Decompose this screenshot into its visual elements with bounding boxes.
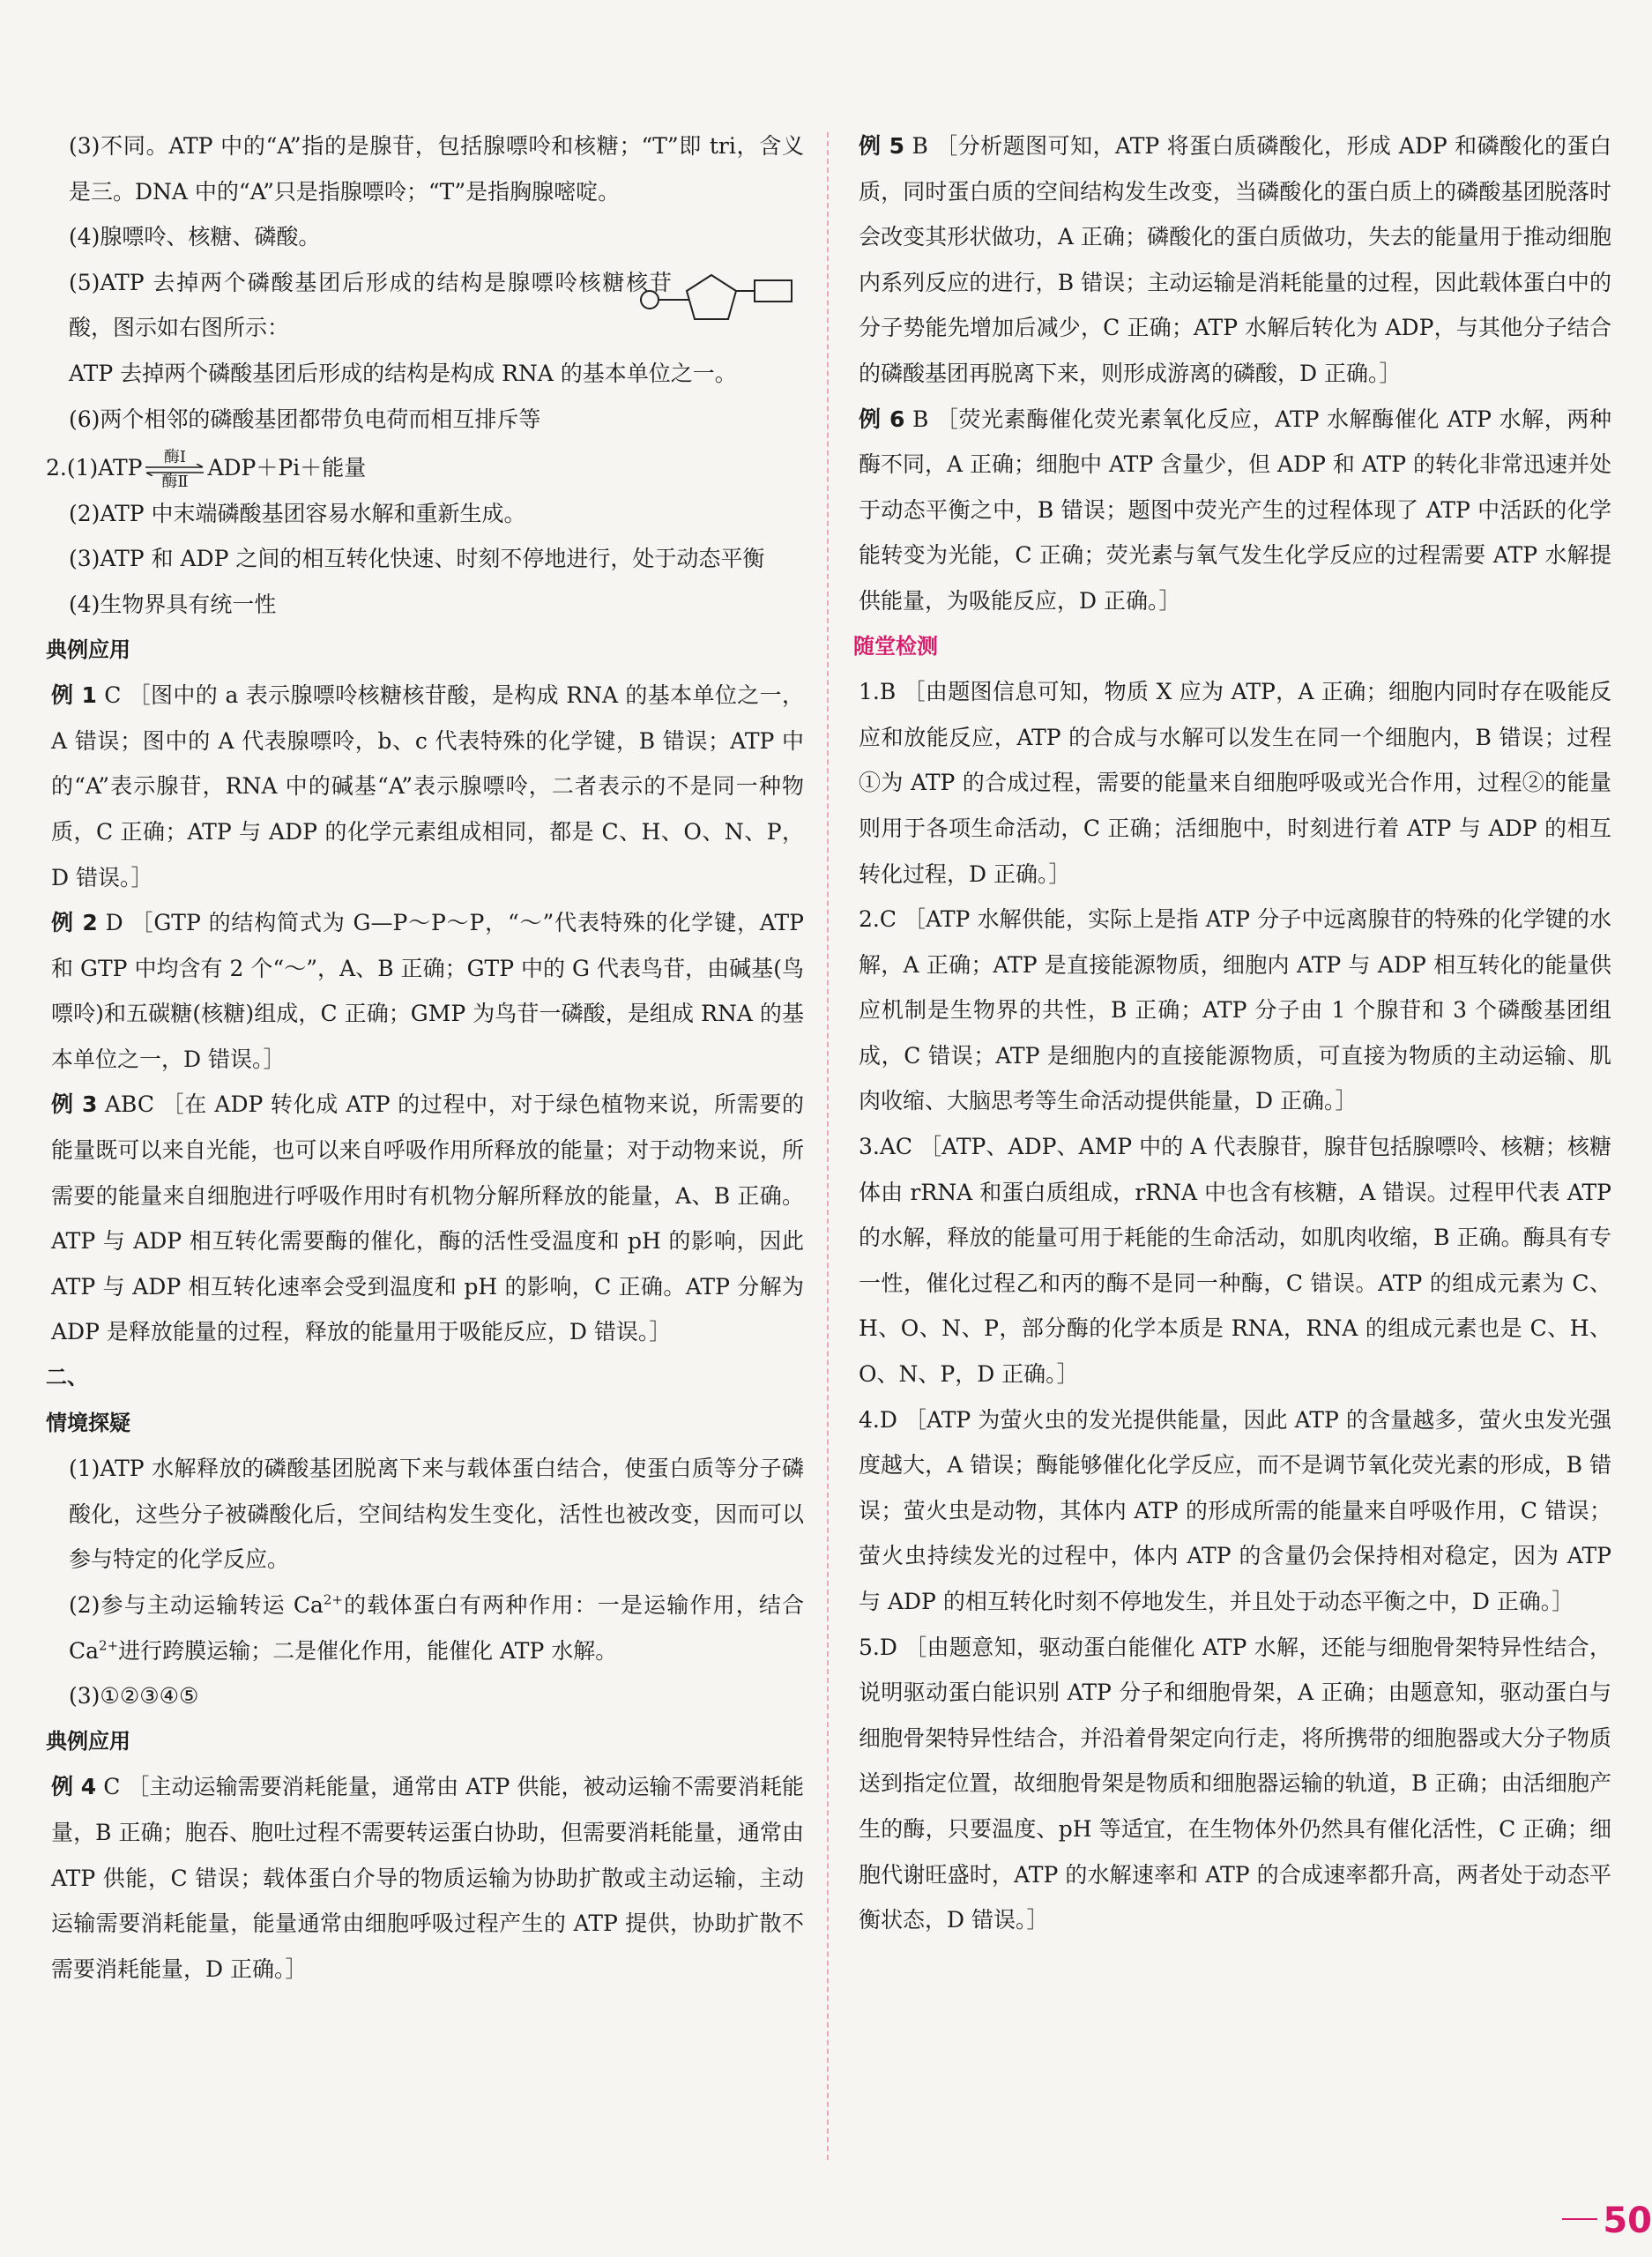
base-rectangle bbox=[755, 280, 792, 302]
answer-part-6: (6)两个相邻的磷酸基团都带负电荷而相互排斥等 bbox=[69, 406, 541, 432]
section-number-2: 二、 bbox=[46, 1365, 88, 1390]
example-3-label: 例 3 bbox=[51, 1091, 98, 1118]
check-answer-4: 4.D ［ATP 为萤火虫的发光提供能量，因此 ATP 的含量越多，萤火虫发光强度越大，A 错误；酶能够催化化学反应，而不是调节氧化荧光素的形成，B 错误；萤火虫是动物，其体内 ATP 的形成所需的能量来自呼吸作用，C 错误；萤火虫持续发光的过程中，体内 ATP 的含量仍会保持相对稳定，因为 ATP 与 ADP 的相互转化时刻不停地发生，并且处于动态平衡之中，D 正确。］ bbox=[859, 1406, 1611, 1614]
page-number-dash bbox=[1562, 2218, 1597, 2220]
example-2-text: D ［GTP 的结构简式为 G—P～P～P，“～”代表特殊的化学键，ATP 和 GTP 中均含有 2 个“～”，A、B 正确；GTP 中的 G 代表鸟苷，由碱基(鸟嘌呤)和五碳糖(核糖)组成，C 正确；GMP 为鸟苷一磷酸，是组成 RNA 的基本单位之一，D 错误。］ bbox=[51, 910, 804, 1072]
answer-part-5-note: ATP 去掉两个磷酸基团后形成的结构是构成 RNA 的基本单位之一。 bbox=[69, 360, 737, 386]
phosphate-circle bbox=[641, 291, 659, 309]
equation-lead: 2.(1)ATP bbox=[46, 455, 143, 481]
ribose-pentagon bbox=[687, 275, 736, 319]
answer-2-part-4: (4)生物界具有统一性 bbox=[69, 591, 277, 617]
example-1-label: 例 1 bbox=[51, 682, 97, 709]
answer-2-part-3: (3)ATP 和 ADP 之间的相互转化快速、时刻不停地进行，处于动态平衡 bbox=[69, 546, 765, 572]
check-answer-2: 2.C ［ATP 水解供能，实际上是指 ATP 分子中远离腺苷的特殊的化学键的水解，A 正确；ATP 是直接能源物质，细胞内 ATP 与 ADP 相互转化的能量供应机制是生物界的共性，B 正确；ATP 分子由 1 个腺苷和 3 个磷酸基团组成，C 错误；ATP 是细胞内的直接能源物质，可直接为物质的主动运输、肌肉收缩、大脑思考等生命活动提供能量，D 正确。］ bbox=[859, 906, 1611, 1114]
example-3-text: ABC ［在 ADP 转化成 ATP 的过程中，对于绿色植物来说，所需要的能量既可以来自光能，也可以来自呼吸作用所释放的能量；对于动物来说，所需要的能量来自细胞进行呼吸作用时有机物分解所释放的能量，A、B 正确。ATP 与 ADP 相互转化需要酶的催化，酶的活性受温度和 pH 的影响，因此 ATP 与 ADP 相互转化速率会受到温度和 pH 的影响，C 正确。ATP 分解为 ADP 是释放能量的过程，释放的能量用于吸能反应，D 错误。］ bbox=[51, 1091, 804, 1345]
example-2 bbox=[46, 900, 804, 1082]
answer-part-4: (4)腺嘌呤、核糖、磷酸。 bbox=[69, 224, 321, 250]
example-2-label: 例 2 bbox=[51, 910, 98, 936]
example-3 bbox=[46, 1082, 804, 1355]
example-1-text: C ［图中的 a 表示腺嘌呤核糖核苷酸，是构成 RNA 的基本单位之一，A 错误；图中的 A 代表腺嘌呤，b、c 代表特殊的化学键，B 错误；ATP 中的“A”表示腺苷，RNA 中的碱基“A”表示腺嘌呤，二者表示的不是同一种物质，C 正确；ATP 与 ADP 的化学元素组成相同，都是 C、H、O、N、P，D 错误。］ bbox=[51, 682, 804, 890]
example-6 bbox=[853, 397, 1611, 624]
page-number: 50 bbox=[1603, 2201, 1652, 2241]
answer-part-3: (3)不同。ATP 中的“A”指的是腺苷，包括腺嘌呤和核糖；“T”即 tri，含义是三。DNA 中的“A”只是指腺嘌呤；“T”是指胸腺嘧啶。 bbox=[69, 133, 804, 205]
example-5-text: B ［分析题图可知，ATP 将蛋白质磷酸化，形成 ADP 和磷酸化的蛋白质，同时蛋白质的空间结构发生改变，当磷酸化的蛋白质上的磷酸基团脱落时会改变其形状做功，A 正确；磷酸化的蛋白质做功，失去的能量用于推动细胞内系列反应的进行，B 错误；主动运输是消耗能量的过程，因此载体蛋白中的分子势能先增加后减少，C 正确；ATP 水解后转化为 ADP，与其他分子结合的磷酸基团再脱离下来，则形成游离的磷酸，D 正确。］ bbox=[859, 133, 1611, 386]
right-column bbox=[853, 123, 1611, 1943]
example-6-text: B ［荧光素酶催化荧光素氧化反应，ATP 水解酶催化 ATP 水解，两种酶不同，A 正确；细胞中 ATP 含量少，但 ADP 和 ATP 的转化非常迅速并处于动态平衡之中，B 错误；题图中荧光产生的过程体现了 ATP 中活跃的化学能转变为光能，C 正确；荧光素与氧气发生化学反应的过程需要 ATP 水解提供能量，为吸能反应，D 正确。］ bbox=[859, 406, 1611, 614]
inquiry-answer-2-a: (2)参与主动运输转运 Ca bbox=[69, 1592, 324, 1618]
answer-2-part-2: (2)ATP 中末端磷酸基团容易水解和重新生成。 bbox=[69, 500, 526, 526]
inquiry-answer-1: (1)ATP 水解释放的磷酸基团脱离下来与载体蛋白结合，使蛋白质等分子磷酸化，这些分子被磷酸化后，空间结构发生变化，活性也被改变，因而可以参与特定的化学反应。 bbox=[69, 1456, 804, 1573]
section-heading-examples-1: 典例应用 bbox=[46, 637, 130, 662]
example-6-label: 例 6 bbox=[859, 406, 905, 432]
example-4 bbox=[46, 1764, 804, 1992]
calcium-charge-1: 2+ bbox=[323, 1591, 344, 1608]
check-answer-3: 3.AC ［ATP、ADP、AMP 中的 A 代表腺苷，腺苷包括腺嘌呤、核糖；核糖体由 rRNA 和蛋白质组成，rRNA 中也含有核糖，A 错误。过程甲代表 ATP 的水解，释放的能量可用于耗能的生命活动，如肌肉收缩，B 正确。酶具有专一性，催化过程乙和丙的酶不是同一种酶，C 错误。ATP 的组成元素为 C、H、O、N、P，部分酶的化学本质是 RNA，RNA 的组成元素也是 C、H、O、N、P，D 正确。］ bbox=[859, 1134, 1611, 1388]
example-5 bbox=[853, 123, 1611, 397]
reversible-arrow-icon bbox=[144, 447, 205, 491]
nucleotide-diagram bbox=[636, 264, 795, 335]
enzyme-1-label: 酶Ⅰ bbox=[163, 447, 187, 466]
column-divider bbox=[827, 132, 829, 2160]
example-4-label: 例 4 bbox=[51, 1774, 97, 1800]
equation-tail: ADP＋Pi＋能量 bbox=[207, 455, 367, 481]
reaction-equation bbox=[46, 445, 804, 491]
example-5-label: 例 5 bbox=[859, 133, 905, 159]
inquiry-answer-2 bbox=[46, 1583, 804, 1673]
example-1 bbox=[46, 673, 804, 900]
inquiry-answer-2-c: 进行跨膜运输；二是催化作用，能催化 ATP 水解。 bbox=[118, 1637, 618, 1664]
check-answer-1: 1.B ［由题图信息可知，物质 X 应为 ATP，A 正确；细胞内同时存在吸能反应和放能反应，ATP 的合成与水解可以发生在同一个细胞内，B 错误；过程①为 ATP 的合成过程，需要的能量来自细胞呼吸或光合作用，过程②的能量则用于各项生命活动，C 正确；活细胞中，时刻进行着 ATP 与 ADP 的相互转化过程，D 正确。］ bbox=[859, 679, 1611, 887]
inquiry-answer-2-b: 的载体蛋白有两种作用：一是运输作用，结合 Ca bbox=[69, 1592, 804, 1664]
check-answer-5: 5.D ［由题意知，驱动蛋白能催化 ATP 水解，还能与细胞骨架特异性结合，说明驱动蛋白能识别 ATP 分子和细胞骨架，A 正确；由题意知，驱动蛋白与细胞骨架特异性结合，并沿着骨架定向行走，将所携带的细胞器或大分子物质送到指定位置，故细胞骨架是物质和细胞器运输的轨道，B 正确；由活细胞产生的酶，只要温度、pH 等适宜，在生物体外仍然具有催化活性，C 正确；细胞代谢旺盛时，ATP 的水解速率和 ATP 的合成速率都升高，两者处于动态平衡状态，D 错误。］ bbox=[859, 1634, 1611, 1933]
section-heading-check: 随堂检测 bbox=[853, 633, 938, 659]
answer-part-5: (5)ATP 去掉两个磷酸基团后形成的结构是腺嘌呤核糖核苷酸，图示如右图所示： bbox=[69, 269, 672, 341]
inquiry-answer-3: (3)①②③④⑤ bbox=[69, 1683, 199, 1710]
enzyme-2-label: 酶Ⅱ bbox=[161, 472, 189, 491]
left-column bbox=[46, 123, 804, 1992]
section-heading-examples-2: 典例应用 bbox=[46, 1728, 130, 1754]
section-heading-inquiry: 情境探疑 bbox=[46, 1410, 130, 1435]
example-4-text: C ［主动运输需要消耗能量，通常由 ATP 供能，被动运输不需要消耗能量，B 正确；胞吞、胞吐过程不需要转运蛋白协助，但需要消耗能量，通常由 ATP 供能，C 错误；载体蛋白介导的物质运输为协助扩散或主动运输，主动运输需要消耗能量，能量通常由细胞呼吸过程产生的 ATP 提供，协助扩散不需要消耗能量，D 正确。］ bbox=[51, 1774, 805, 1982]
calcium-charge-2: 2+ bbox=[99, 1637, 119, 1654]
